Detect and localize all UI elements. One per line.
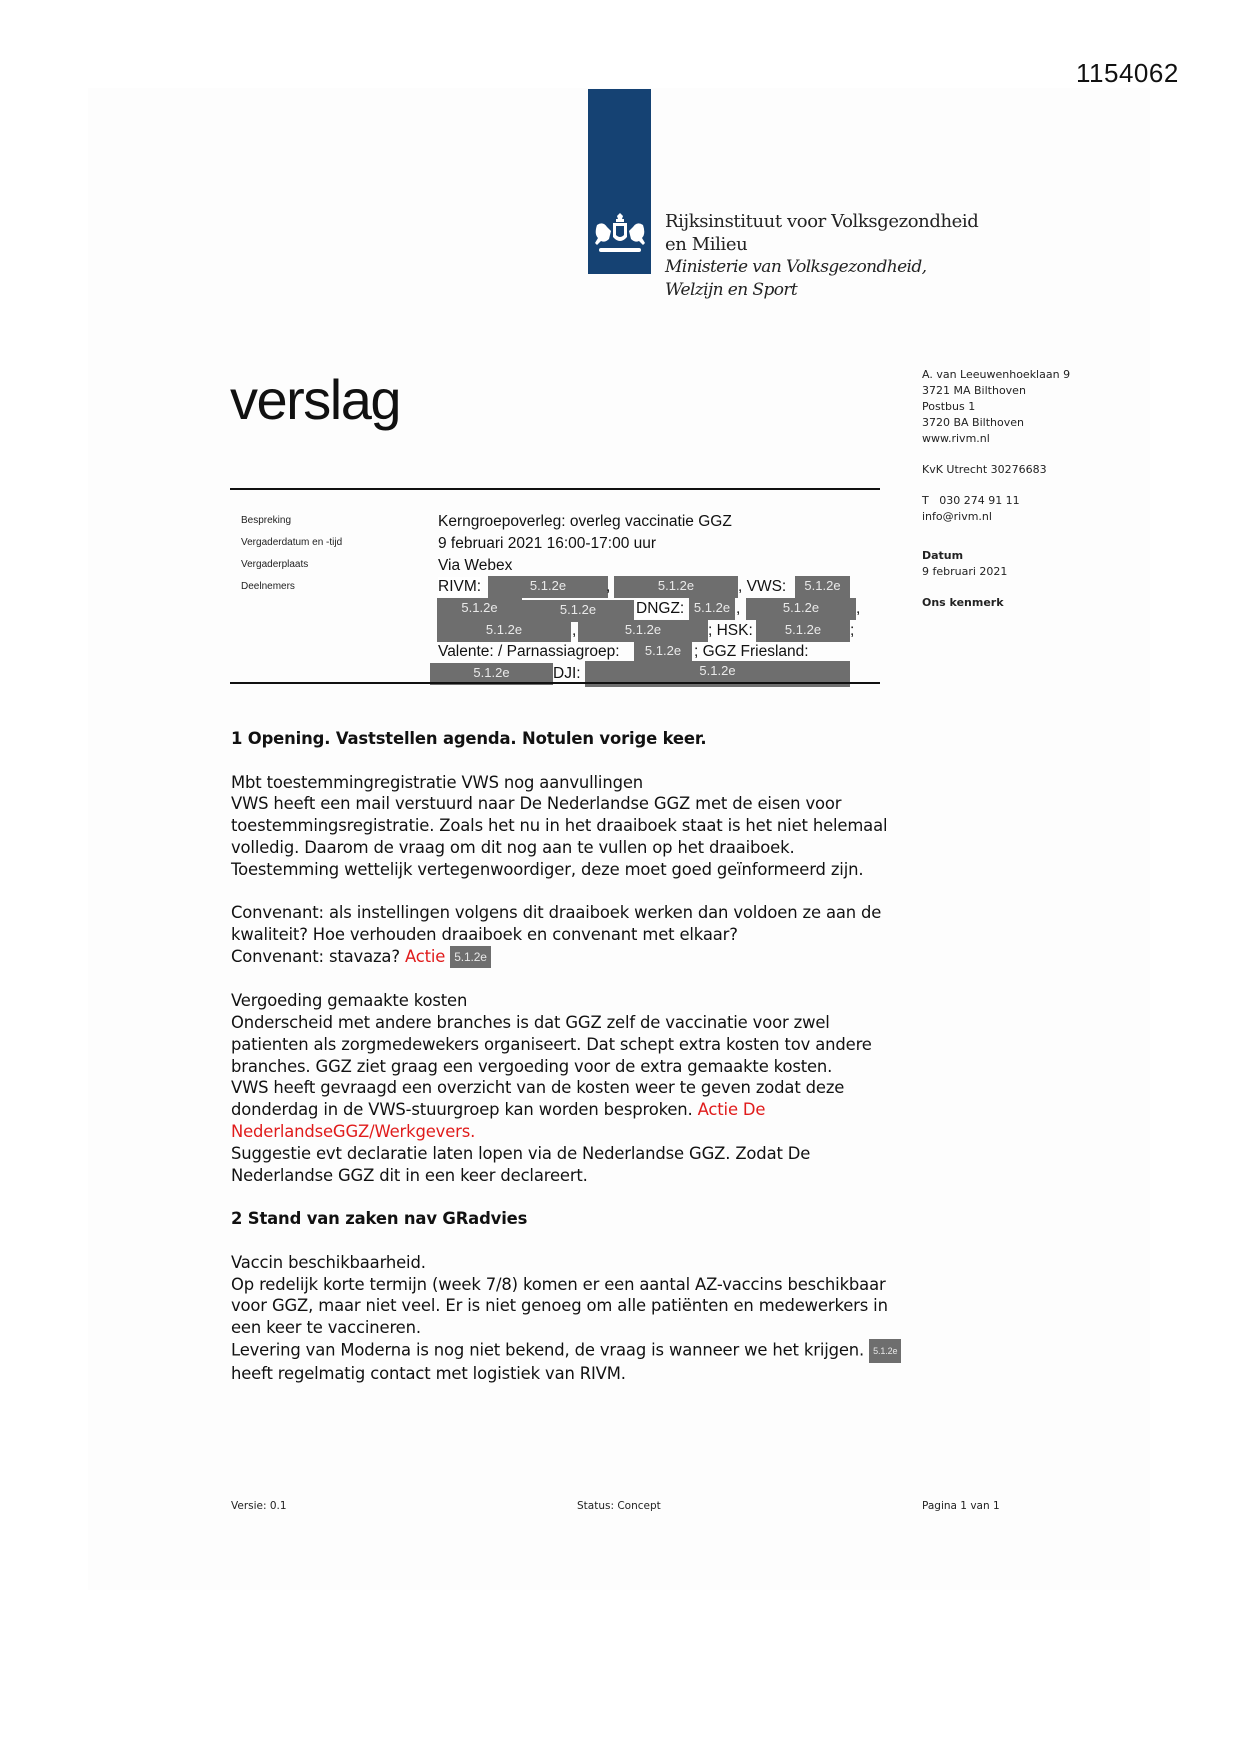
redaction: 5.1.2e — [578, 620, 708, 642]
postbus: Postbus 1 — [922, 400, 976, 413]
coat-of-arms-icon — [591, 213, 649, 259]
redaction: 5.1.2e — [437, 598, 522, 620]
phone-number: T 030 274 91 11 — [922, 494, 1020, 507]
paragraph: Toestemming wettelijk vertegenwoordiger, deze moet goed geïnformeerd zijn. — [231, 859, 864, 879]
label-hsk: ; HSK: — [708, 622, 753, 639]
paragraph-title: Vergoeding gemaakte kosten — [231, 991, 468, 1011]
address-city: 3721 MA Bilthoven — [922, 384, 1026, 397]
label-rivm: RIVM: — [438, 578, 482, 595]
separator: , — [572, 622, 577, 639]
divider-bottom — [230, 682, 880, 684]
separator: , — [856, 600, 861, 617]
value-bespreking: Kerngroepoverleg: overleg vaccinatie GGZ — [438, 513, 732, 530]
footer-version: Versie: 0.1 — [231, 1500, 287, 1512]
minutes-body — [231, 728, 911, 1385]
label-plaats: Vergaderplaats — [241, 559, 309, 570]
section-2-heading: 2 Stand van zaken nav GRadvies — [231, 1209, 528, 1229]
redaction: 5.1.2e — [795, 576, 850, 598]
redaction: 5.1.2e — [488, 576, 608, 598]
paragraph — [231, 1077, 911, 1142]
redaction: 5.1.2e — [756, 620, 850, 642]
label-datum-tijd: Vergaderdatum en -tijd — [241, 537, 343, 548]
redaction: 5.1.2e — [689, 598, 735, 620]
footer-page: Pagina 1 van 1 — [922, 1500, 1000, 1512]
kvk-number: KvK Utrecht 30276683 — [922, 463, 1047, 476]
datum-label: Datum — [922, 549, 964, 562]
document-title: verslag — [230, 368, 401, 431]
redaction: 5.1.2e — [869, 1339, 901, 1363]
website: www.rivm.nl — [922, 432, 990, 445]
value-datum-tijd: 9 februari 2021 16:00-17:00 uur — [438, 535, 657, 552]
redaction: 5.1.2e — [614, 576, 738, 598]
ministry-line-1: Ministerie van Volksgezondheid, — [665, 257, 927, 277]
paragraph: Suggestie evt declaratie laten lopen via de Nederlandse GGZ. Zodat De Nederlandse GGZ dit in een keer declareert. — [231, 1143, 811, 1185]
text: VWS heeft gevraagd een overzicht van de kosten weer te geven zodat deze donderdag in de VWS-stuurgroep kan worden besproken. — [231, 1078, 845, 1120]
paragraph-title: Vaccin beschikbaarheid. — [231, 1252, 426, 1272]
org-line-1: Rijksinstituut voor Volksgezondheid — [665, 211, 979, 232]
text: Convenant: stavaza? — [231, 946, 400, 966]
text: Levering van Moderna is nog niet bekend, de vraag is wanneer we het krijgen. — [231, 1340, 865, 1360]
label-bespreking: Bespreking — [241, 515, 292, 526]
paragraph: Onderscheid met andere branches is dat GGZ zelf de vaccinatie voor zwel patienten als zorgmedewekers organiseert. Dat schept extra kosten tov andere branches. GGZ ziet graag een vergoeding voor de extra gemaakte kosten. — [231, 1013, 872, 1076]
paragraph: VWS heeft een mail verstuurd naar De Nederlandse GGZ met de eisen voor toestemmingsregistratie. Zoals het nu in het draaiboek staat is het niet helemaal volledig. Daarom de vraag om dit nog aan te vullen op het draaiboek. — [231, 794, 888, 857]
postbus-city: 3720 BA Bilthoven — [922, 416, 1024, 429]
separator: ; — [850, 622, 855, 639]
paragraph: Op redelijk korte termijn (week 7/8) komen er een aantal AZ-vaccins beschikbaar voor GGZ, maar niet veel. Er is niet genoeg om alle patiënten en medewerkers in een keer te vaccineren. — [231, 1274, 888, 1338]
separator: , — [736, 600, 741, 617]
redaction: 5.1.2e — [522, 600, 634, 622]
document-number: 1154062 — [1076, 58, 1179, 88]
redaction: 5.1.2e — [585, 661, 850, 687]
text: heeft regelmatig contact met logistiek van RIVM. — [231, 1364, 626, 1384]
footer-status: Status: Concept — [577, 1500, 661, 1512]
paragraph — [231, 1339, 911, 1385]
label-valente-parnassia: Valente: / Parnassiagroep: — [438, 643, 620, 660]
datum-value: 9 februari 2021 — [922, 565, 1008, 578]
separator: , — [606, 578, 611, 595]
paragraph — [231, 946, 911, 969]
value-plaats: Via Webex — [438, 557, 513, 574]
redaction: 5.1.2e — [430, 663, 553, 685]
organization-name — [665, 210, 978, 302]
org-line-2: en Milieu — [665, 234, 748, 255]
ministry-line-2: Welzijn en Sport — [665, 280, 798, 300]
label-ggz-friesland: ; GGZ Friesland: — [694, 643, 809, 660]
paragraph: Convenant: als instellingen volgens dit draaiboek werken dan voldoen ze aan de kwaliteit? Hoe verhouden draaiboek en convenant met elkaar? — [231, 903, 882, 945]
section-1-heading: 1 Opening. Vaststellen agenda. Notulen vorige keer. — [231, 729, 707, 748]
address-line: A. van Leeuwenhoeklaan 9 — [922, 368, 1071, 381]
label-dngz: DNGZ: — [636, 600, 685, 617]
kenmerk-label: Ons kenmerk — [922, 596, 1004, 609]
action-label: Actie — [404, 946, 446, 966]
action-label: Actie De NederlandseGGZ/Werkgevers. — [231, 1100, 766, 1142]
paragraph: Mbt toestemmingregistratie VWS nog aanvullingen — [231, 772, 643, 792]
label-vws: , VWS: — [738, 578, 787, 595]
email: info@rivm.nl — [922, 510, 992, 523]
label-dji: DJI: — [553, 665, 581, 682]
divider-top — [230, 488, 880, 490]
redaction: 5.1.2e — [450, 946, 490, 968]
redaction: 5.1.2e — [634, 641, 692, 663]
redaction: 5.1.2e — [746, 598, 856, 620]
sidebar-contact — [922, 367, 1070, 611]
redaction: 5.1.2e — [437, 620, 571, 642]
label-deelnemers: Deelnemers — [241, 581, 295, 592]
